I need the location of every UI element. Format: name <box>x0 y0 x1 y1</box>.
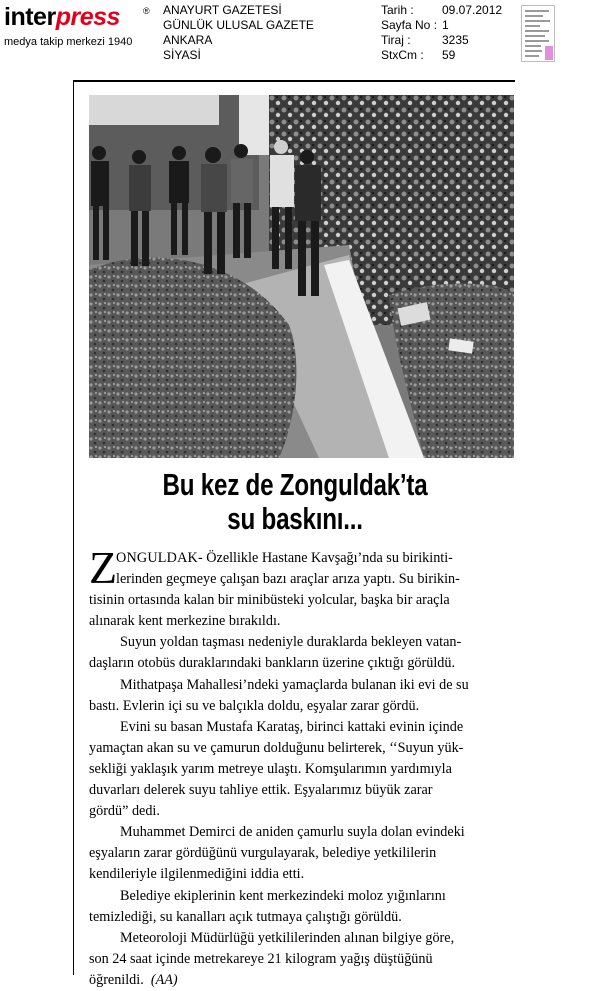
meta-date-row <box>381 3 511 18</box>
article-line-text: öğrenildi. <box>89 971 144 988</box>
dateline: ONGULDAK <box>116 550 198 566</box>
registered-mark: ® <box>143 6 150 16</box>
article-body <box>89 542 514 991</box>
meta-size-label: StxCm : <box>381 48 424 62</box>
logo-wordmark <box>4 4 120 30</box>
header-divider <box>74 80 515 82</box>
article-line: tisinin ortasında kalan bir minibüsteki yolcular, başka bir araçla <box>89 592 450 609</box>
meta-page-row <box>381 18 511 33</box>
article-line: Meteoroloji Müdürlüğü yetkililerinden alınan bilgiye göre, <box>120 929 455 946</box>
article-line: yamaçtan akan su ve çamurun dolduğunu belirterek, ‘‘Suyun yük- <box>89 739 464 756</box>
column-rule <box>73 80 74 975</box>
article-line: gördü” dedi. <box>89 803 160 820</box>
article-line: kendileriyle ilgilenmediğini iddia etti. <box>89 866 305 883</box>
publication-name: ANAYURT GAZETESİ <box>163 3 282 17</box>
article-line: duvarları delerek suyu tahliye ettik. Eşyalarımız büyük zarar <box>89 782 433 799</box>
article-line: sekliği yaklaşık yarım metreye ulaştı. Komşularımın yardımıyla <box>89 760 452 777</box>
meta-page-value: 1 <box>442 18 449 32</box>
article-line: temizlediği, su kanalları açık tutmaya çalıştığı görüldü. <box>89 908 402 925</box>
meta-size-value: 59 <box>442 48 456 62</box>
drop-cap: Z <box>89 542 118 593</box>
meta-page-label: Sayfa No : <box>381 18 438 32</box>
publication-info <box>163 3 314 63</box>
article-line <box>89 548 514 569</box>
publication-category: SİYASİ <box>163 48 201 62</box>
article-line: Evini su basan Mustafa Karataş, birinci kattaki evinin içinde <box>120 718 464 735</box>
logo-press-text: press <box>55 3 120 31</box>
article-line: son 24 saat içinde metrekareye 21 kilogram yağış düştüğünü <box>89 950 433 967</box>
article-line: eşyaların zarar gördüğünü vurgulayarak, belediye yetkililerin <box>89 845 437 862</box>
flood-scene-image <box>89 95 514 458</box>
article-line: Suyun yoldan taşması nedeniyle duraklarda bekleyen vatan- <box>120 634 462 651</box>
clipping-meta <box>381 3 511 63</box>
article-line: lerinden geçmeye çalışan bazı araçlar arıza yaptı. Su birikin- <box>116 571 460 588</box>
article-line-text: - Özellikle Hastane Kavşağı’nda su birikinti- <box>198 550 453 566</box>
meta-circulation-label: Tiraj : <box>381 33 411 47</box>
article-line: Muhammet Demirci de aniden çamurlu suyla dolan evindeki <box>120 824 465 841</box>
thumbnail-highlight <box>545 46 553 60</box>
interpress-logo <box>4 4 154 50</box>
article-headline <box>123 468 466 536</box>
logo-tagline: medya takip merkezi 1940 <box>4 36 133 48</box>
meta-date-label: Tarih : <box>381 3 414 17</box>
news-photo <box>89 95 514 458</box>
article-last-line <box>89 970 514 991</box>
publication-city: ANKARA <box>163 33 213 47</box>
meta-circulation-value: 3235 <box>442 33 469 47</box>
logo-inter-text: inter <box>4 3 56 31</box>
article-line: daşların otobüs duraklarındaki bankların üzerine çıktığı görüldü. <box>89 655 456 672</box>
meta-circulation-row <box>381 33 511 48</box>
meta-size-row <box>381 48 511 63</box>
article-line: Mithatpaşa Mahallesi’ndeki yamaçlarda bulanan iki evi de su <box>120 676 469 693</box>
publication-type: GÜNLÜK ULUSAL GAZETE <box>163 18 314 32</box>
agency-signature: (AA) <box>150 971 178 988</box>
headline-line-1: Bu kez de Zonguldak’ta <box>162 467 428 502</box>
page-thumbnail <box>521 5 555 62</box>
article-line: bastı. Evlerin içi su ve balçıkla doldu, eşyalar zarar gördü. <box>89 697 420 714</box>
meta-date-value: 09.07.2012 <box>442 3 503 17</box>
article-line: alınarak kent merkezine bırakıldı. <box>89 613 281 630</box>
headline-line-2: su baskını... <box>227 501 363 536</box>
article-line: Belediye ekiplerinin kent merkezindeki moloz yığınlarını <box>120 887 446 904</box>
